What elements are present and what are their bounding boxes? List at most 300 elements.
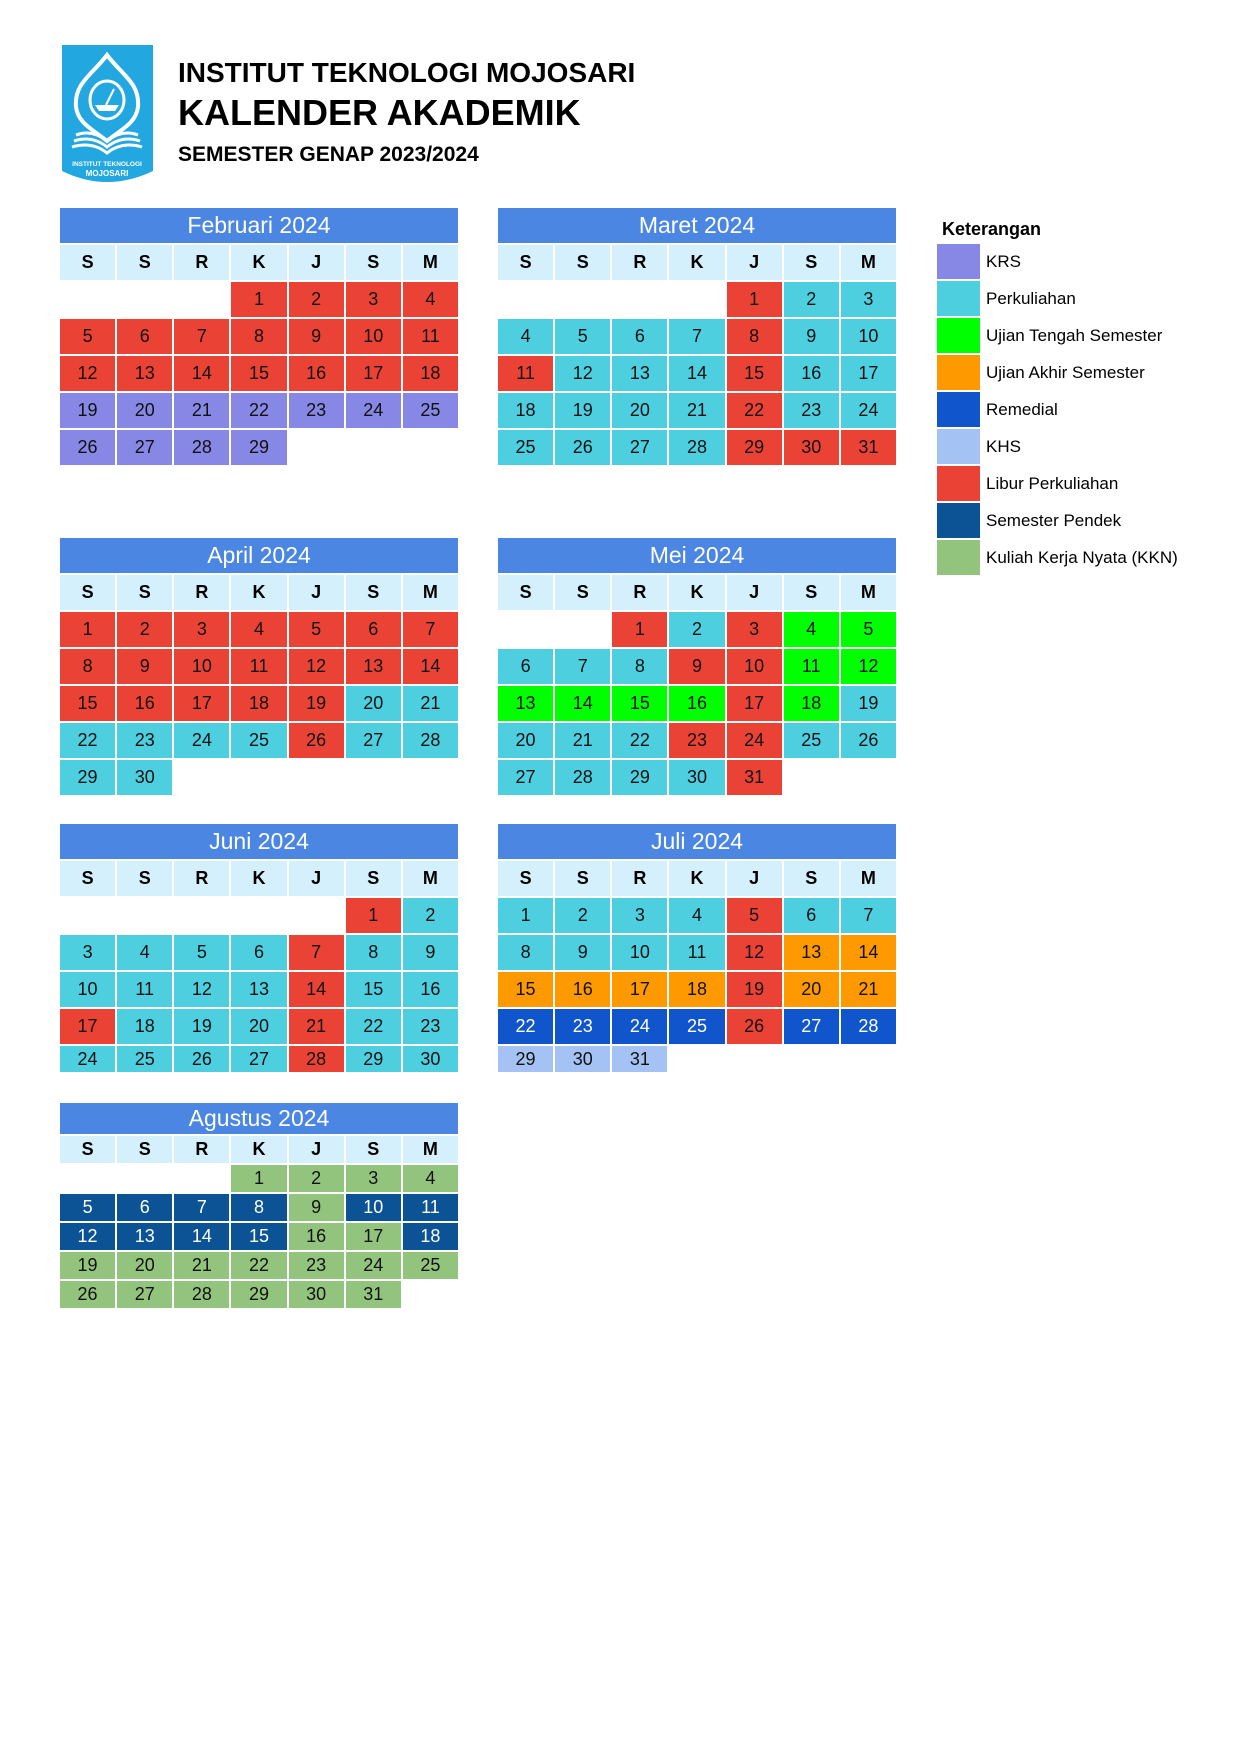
color-swatch (937, 244, 980, 279)
color-swatch (937, 466, 980, 501)
color-swatch (937, 392, 980, 427)
month-title: Agustus 2024 (60, 1103, 458, 1134)
day-cell-libur: 15 (60, 686, 115, 721)
day-cell-perkuliahan: 10 (841, 319, 896, 354)
weekday-header: S (346, 861, 401, 896)
day-cell-perkuliahan: 6 (612, 319, 667, 354)
day-cell-khs: 29 (498, 1046, 553, 1072)
month-title: Februari 2024 (60, 208, 458, 243)
day-cell-libur: 18 (403, 356, 458, 391)
weekday-header: J (727, 245, 782, 280)
day-cell-perkuliahan: 24 (174, 723, 229, 758)
day-cell-perkuliahan: 13 (612, 356, 667, 391)
calendar-april (60, 538, 458, 795)
day-cell-libur: 14 (174, 356, 229, 391)
day-cell-krs: 22 (231, 393, 286, 428)
day-cell-libur: 5 (289, 612, 344, 647)
day-cell-libur: 3 (174, 612, 229, 647)
day-cell-perkuliahan: 29 (346, 1046, 401, 1072)
weekday-header: S (346, 575, 401, 610)
weekday-header: S (784, 245, 839, 280)
day-cell-libur: 12 (289, 649, 344, 684)
day-cell-libur: 1 (346, 898, 401, 933)
day-cell-perkuliahan: 26 (555, 430, 610, 465)
day-cell-krs: 25 (403, 393, 458, 428)
weekday-header: M (403, 1136, 458, 1163)
day-cell-libur: 9 (289, 319, 344, 354)
day-cell-perkuliahan: 29 (60, 760, 115, 795)
weekday-header: S (60, 1136, 115, 1163)
legend-label: Remedial (986, 399, 1058, 419)
day-cell-uas: 15 (498, 972, 553, 1007)
empty-cell (174, 898, 229, 933)
day-cell-libur: 1 (231, 282, 286, 317)
month-grid (60, 1136, 458, 1308)
day-cell-kkn: 23 (289, 1252, 344, 1279)
weekday-header: R (174, 575, 229, 610)
day-cell-kkn: 28 (174, 1281, 229, 1308)
day-cell-uts: 12 (841, 649, 896, 684)
weekday-header: R (174, 1136, 229, 1163)
day-cell-perkuliahan: 27 (231, 1046, 286, 1072)
day-cell-perkuliahan: 20 (346, 686, 401, 721)
day-cell-kkn: 30 (289, 1281, 344, 1308)
day-cell-libur: 4 (231, 612, 286, 647)
day-cell-libur: 7 (289, 935, 344, 970)
day-cell-sp: 11 (403, 1194, 458, 1221)
weekday-header: K (231, 575, 286, 610)
day-cell-kkn: 20 (117, 1252, 172, 1279)
empty-cell (174, 1165, 229, 1192)
day-cell-perkuliahan: 22 (346, 1009, 401, 1044)
day-cell-perkuliahan: 27 (346, 723, 401, 758)
day-cell-perkuliahan: 7 (841, 898, 896, 933)
day-cell-sp: 10 (346, 1194, 401, 1221)
day-cell-perkuliahan: 23 (403, 1009, 458, 1044)
month-title: Maret 2024 (498, 208, 896, 243)
month-title: Mei 2024 (498, 538, 896, 573)
day-cell-perkuliahan: 13 (231, 972, 286, 1007)
day-cell-perkuliahan: 23 (117, 723, 172, 758)
legend-item (937, 391, 1178, 428)
color-swatch (937, 429, 980, 464)
empty-cell (231, 898, 286, 933)
day-cell-libur: 14 (289, 972, 344, 1007)
day-cell-libur: 8 (727, 319, 782, 354)
day-cell-libur: 1 (727, 282, 782, 317)
day-cell-kkn: 26 (60, 1281, 115, 1308)
day-cell-krs: 27 (117, 430, 172, 465)
day-cell-libur: 19 (289, 686, 344, 721)
day-cell-perkuliahan: 7 (555, 649, 610, 684)
weekday-header: J (289, 861, 344, 896)
page-title: KALENDER AKADEMIK (178, 92, 581, 133)
weekday-header: K (669, 245, 724, 280)
month-grid (498, 861, 896, 1072)
day-cell-kkn: 2 (289, 1165, 344, 1192)
day-cell-perkuliahan: 10 (612, 935, 667, 970)
day-cell-perkuliahan: 20 (498, 723, 553, 758)
day-cell-perkuliahan: 2 (555, 898, 610, 933)
day-cell-libur: 28 (289, 1046, 344, 1072)
weekday-header: R (612, 575, 667, 610)
day-cell-uts: 16 (669, 686, 724, 721)
legend-item (937, 465, 1178, 502)
day-cell-libur: 19 (727, 972, 782, 1007)
day-cell-libur: 13 (346, 649, 401, 684)
legend-label: Kuliah Kerja Nyata (KKN) (986, 547, 1178, 567)
weekday-header: S (784, 575, 839, 610)
month-grid (498, 575, 896, 795)
institution-name: INSTITUT TEKNOLOGI MOJOSARI (178, 57, 636, 88)
weekday-header: K (231, 861, 286, 896)
svg-text:INSTITUT TEKNOLOGI: INSTITUT TEKNOLOGI (72, 161, 142, 168)
day-cell-krs: 24 (346, 393, 401, 428)
day-cell-uts: 13 (498, 686, 553, 721)
weekday-header: S (498, 245, 553, 280)
day-cell-kkn: 22 (231, 1252, 286, 1279)
empty-cell (498, 282, 553, 317)
day-cell-remedial: 24 (612, 1009, 667, 1044)
day-cell-perkuliahan: 12 (174, 972, 229, 1007)
day-cell-libur: 31 (841, 430, 896, 465)
day-cell-perkuliahan: 28 (669, 430, 724, 465)
day-cell-libur: 12 (60, 356, 115, 391)
day-cell-kkn: 25 (403, 1252, 458, 1279)
legend (937, 215, 1178, 576)
day-cell-kkn: 21 (174, 1252, 229, 1279)
weekday-header: S (498, 575, 553, 610)
day-cell-perkuliahan: 18 (117, 1009, 172, 1044)
day-cell-perkuliahan: 16 (403, 972, 458, 1007)
day-cell-libur: 9 (117, 649, 172, 684)
weekday-header: R (612, 861, 667, 896)
day-cell-perkuliahan: 9 (403, 935, 458, 970)
day-cell-perkuliahan: 5 (174, 935, 229, 970)
day-cell-perkuliahan: 9 (555, 935, 610, 970)
day-cell-libur: 15 (727, 356, 782, 391)
calendar-mei (498, 538, 896, 795)
day-cell-libur: 17 (346, 356, 401, 391)
day-cell-perkuliahan: 8 (612, 649, 667, 684)
day-cell-perkuliahan: 25 (498, 430, 553, 465)
weekday-header: J (727, 861, 782, 896)
day-cell-perkuliahan: 6 (231, 935, 286, 970)
empty-cell (289, 898, 344, 933)
day-cell-perkuliahan: 23 (784, 393, 839, 428)
day-cell-libur: 26 (727, 1009, 782, 1044)
day-cell-perkuliahan: 3 (612, 898, 667, 933)
day-cell-kkn: 16 (289, 1223, 344, 1250)
day-cell-uts: 4 (784, 612, 839, 647)
legend-label: Perkuliahan (986, 288, 1076, 308)
day-cell-kkn: 19 (60, 1252, 115, 1279)
day-cell-uas: 21 (841, 972, 896, 1007)
day-cell-libur: 2 (117, 612, 172, 647)
weekday-header: S (60, 861, 115, 896)
institution-logo (62, 45, 153, 187)
color-swatch (937, 318, 980, 353)
day-cell-libur: 21 (289, 1009, 344, 1044)
day-cell-remedial: 25 (669, 1009, 724, 1044)
day-cell-sp: 13 (117, 1223, 172, 1250)
day-cell-kkn: 17 (346, 1223, 401, 1250)
weekday-header: R (174, 245, 229, 280)
empty-cell (60, 898, 115, 933)
day-cell-kkn: 27 (117, 1281, 172, 1308)
day-cell-kkn: 31 (346, 1281, 401, 1308)
day-cell-krs: 26 (60, 430, 115, 465)
day-cell-uas: 16 (555, 972, 610, 1007)
day-cell-uas: 20 (784, 972, 839, 1007)
day-cell-perkuliahan: 27 (498, 760, 553, 795)
month-title: Juli 2024 (498, 824, 896, 859)
weekday-header: S (60, 245, 115, 280)
day-cell-libur: 23 (669, 723, 724, 758)
day-cell-sp: 12 (60, 1223, 115, 1250)
day-cell-sp: 15 (231, 1223, 286, 1250)
day-cell-libur: 6 (346, 612, 401, 647)
empty-cell (60, 282, 115, 317)
day-cell-kkn: 4 (403, 1165, 458, 1192)
day-cell-perkuliahan: 21 (669, 393, 724, 428)
day-cell-perkuliahan: 15 (346, 972, 401, 1007)
day-cell-uts: 14 (555, 686, 610, 721)
calendar-februari (60, 208, 458, 465)
day-cell-krs: 23 (289, 393, 344, 428)
legend-label: KHS (986, 436, 1021, 456)
day-cell-perkuliahan: 27 (612, 430, 667, 465)
legend-item (937, 502, 1178, 539)
day-cell-perkuliahan: 28 (555, 760, 610, 795)
day-cell-libur: 11 (498, 356, 553, 391)
day-cell-perkuliahan: 30 (669, 760, 724, 795)
empty-cell (498, 612, 553, 647)
weekday-header: J (289, 575, 344, 610)
day-cell-libur: 7 (174, 319, 229, 354)
day-cell-libur: 10 (174, 649, 229, 684)
day-cell-perkuliahan: 17 (841, 356, 896, 391)
weekday-header: S (117, 245, 172, 280)
weekday-header: M (403, 861, 458, 896)
legend-label: Libur Perkuliahan (986, 473, 1119, 493)
day-cell-libur: 5 (60, 319, 115, 354)
weekday-header: S (117, 861, 172, 896)
month-grid (60, 575, 458, 795)
day-cell-perkuliahan: 24 (60, 1046, 115, 1072)
day-cell-uas: 14 (841, 935, 896, 970)
day-cell-khs: 31 (612, 1046, 667, 1072)
day-cell-perkuliahan: 6 (498, 649, 553, 684)
legend-item (937, 243, 1178, 280)
day-cell-libur: 13 (117, 356, 172, 391)
day-cell-krs: 29 (231, 430, 286, 465)
month-title: April 2024 (60, 538, 458, 573)
legend-label: Ujian Akhir Semester (986, 362, 1145, 382)
day-cell-perkuliahan: 3 (841, 282, 896, 317)
day-cell-libur: 10 (727, 649, 782, 684)
day-cell-kkn: 3 (346, 1165, 401, 1192)
weekday-header: S (555, 245, 610, 280)
day-cell-libur: 6 (117, 319, 172, 354)
legend-item (937, 280, 1178, 317)
weekday-header: S (555, 861, 610, 896)
day-cell-perkuliahan: 4 (498, 319, 553, 354)
day-cell-perkuliahan: 25 (117, 1046, 172, 1072)
legend-label: Semester Pendek (986, 510, 1122, 530)
month-title: Juni 2024 (60, 824, 458, 859)
day-cell-libur: 24 (727, 723, 782, 758)
day-cell-krs: 21 (174, 393, 229, 428)
day-cell-perkuliahan: 11 (669, 935, 724, 970)
weekday-header: S (346, 1136, 401, 1163)
color-swatch (937, 355, 980, 390)
day-cell-perkuliahan: 4 (669, 898, 724, 933)
day-cell-perkuliahan: 19 (841, 686, 896, 721)
day-cell-libur: 10 (346, 319, 401, 354)
day-cell-libur: 1 (60, 612, 115, 647)
weekday-header: M (403, 245, 458, 280)
weekday-header: S (498, 861, 553, 896)
day-cell-perkuliahan: 7 (669, 319, 724, 354)
color-swatch (937, 540, 980, 575)
day-cell-khs: 30 (555, 1046, 610, 1072)
day-cell-perkuliahan: 30 (403, 1046, 458, 1072)
weekday-header: M (841, 245, 896, 280)
day-cell-perkuliahan: 16 (784, 356, 839, 391)
day-cell-uts: 11 (784, 649, 839, 684)
day-cell-perkuliahan: 22 (612, 723, 667, 758)
day-cell-libur: 8 (231, 319, 286, 354)
day-cell-remedial: 23 (555, 1009, 610, 1044)
day-cell-kkn: 9 (289, 1194, 344, 1221)
weekday-header: J (727, 575, 782, 610)
day-cell-sp: 6 (117, 1194, 172, 1221)
day-cell-remedial: 22 (498, 1009, 553, 1044)
weekday-header: M (403, 575, 458, 610)
day-cell-libur: 5 (727, 898, 782, 933)
svg-text:MOJOSARI: MOJOSARI (85, 169, 129, 178)
day-cell-libur: 11 (231, 649, 286, 684)
semester-subtitle: SEMESTER GENAP 2023/2024 (178, 143, 479, 166)
day-cell-perkuliahan: 8 (346, 935, 401, 970)
day-cell-perkuliahan: 18 (498, 393, 553, 428)
day-cell-libur: 18 (231, 686, 286, 721)
calendar-agustus (60, 1103, 458, 1308)
weekday-header: K (669, 861, 724, 896)
day-cell-kkn: 24 (346, 1252, 401, 1279)
day-cell-perkuliahan: 29 (612, 760, 667, 795)
empty-cell (555, 282, 610, 317)
day-cell-krs: 20 (117, 393, 172, 428)
weekday-header: K (231, 245, 286, 280)
day-cell-libur: 1 (612, 612, 667, 647)
day-cell-libur: 9 (669, 649, 724, 684)
legend-item (937, 354, 1178, 391)
legend-title: Keterangan (942, 219, 1042, 239)
day-cell-perkuliahan: 25 (784, 723, 839, 758)
day-cell-perkuliahan: 20 (231, 1009, 286, 1044)
day-cell-libur: 8 (60, 649, 115, 684)
day-cell-libur: 4 (403, 282, 458, 317)
month-grid (498, 245, 896, 465)
empty-cell (669, 282, 724, 317)
day-cell-libur: 29 (727, 430, 782, 465)
day-cell-kkn: 1 (231, 1165, 286, 1192)
day-cell-perkuliahan: 3 (60, 935, 115, 970)
day-cell-perkuliahan: 22 (60, 723, 115, 758)
weekday-header: M (841, 575, 896, 610)
weekday-header: J (289, 245, 344, 280)
day-cell-perkuliahan: 4 (117, 935, 172, 970)
day-cell-perkuliahan: 8 (498, 935, 553, 970)
empty-cell (117, 282, 172, 317)
calendar-maret (498, 208, 896, 465)
day-cell-libur: 2 (289, 282, 344, 317)
empty-cell (117, 898, 172, 933)
weekday-header: K (231, 1136, 286, 1163)
day-cell-uas: 18 (669, 972, 724, 1007)
day-cell-sp: 14 (174, 1223, 229, 1250)
day-cell-perkuliahan: 2 (669, 612, 724, 647)
day-cell-perkuliahan: 21 (403, 686, 458, 721)
legend-item (937, 317, 1178, 354)
day-cell-libur: 7 (403, 612, 458, 647)
day-cell-perkuliahan: 19 (174, 1009, 229, 1044)
day-cell-krs: 28 (174, 430, 229, 465)
day-cell-sp: 18 (403, 1223, 458, 1250)
empty-cell (60, 1165, 115, 1192)
day-cell-libur: 17 (174, 686, 229, 721)
day-cell-libur: 17 (60, 1009, 115, 1044)
weekday-header: R (174, 861, 229, 896)
day-cell-perkuliahan: 2 (403, 898, 458, 933)
day-cell-libur: 14 (403, 649, 458, 684)
calendar-juli (498, 824, 896, 1072)
day-cell-perkuliahan: 19 (555, 393, 610, 428)
day-cell-sp: 5 (60, 1194, 115, 1221)
day-cell-perkuliahan: 2 (784, 282, 839, 317)
day-cell-perkuliahan: 10 (60, 972, 115, 1007)
day-cell-perkuliahan: 20 (612, 393, 667, 428)
day-cell-sp: 7 (174, 1194, 229, 1221)
day-cell-perkuliahan: 1 (498, 898, 553, 933)
weekday-header: K (669, 575, 724, 610)
day-cell-libur: 3 (346, 282, 401, 317)
day-cell-remedial: 27 (784, 1009, 839, 1044)
weekday-header: S (784, 861, 839, 896)
day-cell-krs: 19 (60, 393, 115, 428)
day-cell-perkuliahan: 12 (555, 356, 610, 391)
day-cell-perkuliahan: 26 (841, 723, 896, 758)
weekday-header: S (555, 575, 610, 610)
day-cell-uts: 5 (841, 612, 896, 647)
day-cell-libur: 16 (117, 686, 172, 721)
day-cell-perkuliahan: 24 (841, 393, 896, 428)
day-cell-libur: 22 (727, 393, 782, 428)
weekday-header: S (60, 575, 115, 610)
day-cell-perkuliahan: 5 (555, 319, 610, 354)
day-cell-uas: 13 (784, 935, 839, 970)
month-grid (60, 861, 458, 1072)
day-cell-perkuliahan: 14 (669, 356, 724, 391)
legend-item (937, 428, 1178, 465)
day-cell-libur: 17 (727, 686, 782, 721)
legend-label: Ujian Tengah Semester (986, 325, 1163, 345)
legend-label: KRS (986, 251, 1021, 271)
day-cell-perkuliahan: 26 (174, 1046, 229, 1072)
day-cell-perkuliahan: 11 (117, 972, 172, 1007)
